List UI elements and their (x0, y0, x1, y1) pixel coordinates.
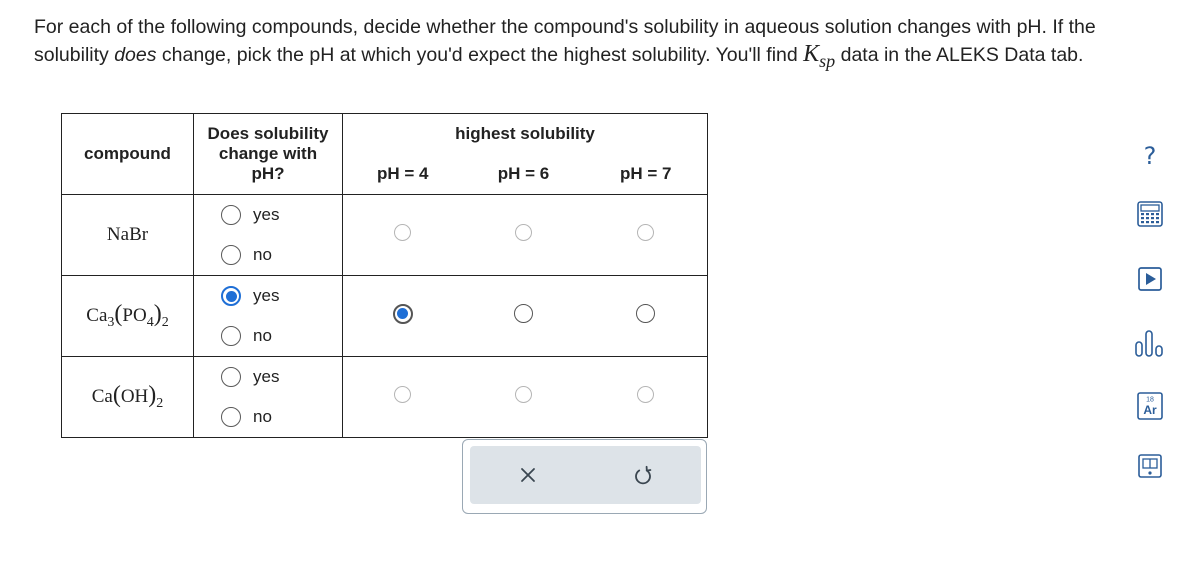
no-radio[interactable] (221, 245, 241, 265)
ph-4-radio-selected[interactable] (393, 304, 413, 324)
x-icon (519, 466, 537, 484)
ksp-symbol: $K_{sp}$ (803, 41, 836, 71)
table-row (62, 357, 708, 438)
ph-6-choice[interactable] (463, 357, 585, 438)
answer-action-bar (462, 439, 707, 514)
help-button[interactable] (1131, 137, 1169, 175)
changes-header: Does solubility change with pH? (194, 114, 343, 195)
compound-calcium-phosphate: $Ca_3(PO_4)_2$ (62, 276, 194, 357)
ph-4-choice[interactable] (343, 357, 463, 438)
ph-4-choice[interactable] (343, 276, 463, 357)
table-row (62, 195, 708, 276)
video-button[interactable] (1131, 260, 1169, 298)
changes-choice (194, 195, 343, 276)
compound-nabr: NaBr (62, 195, 194, 276)
ph-6-header: pH = 6 (463, 154, 585, 195)
chart-button[interactable] (1131, 324, 1169, 362)
ph-6-radio[interactable] (514, 304, 533, 323)
ph-7-choice[interactable] (585, 195, 708, 276)
data-button[interactable] (1131, 447, 1169, 485)
ph-7-choice[interactable] (585, 276, 708, 357)
no-option[interactable]: no (221, 316, 342, 356)
yes-radio[interactable] (221, 205, 241, 225)
ph-7-choice[interactable] (585, 357, 708, 438)
periodic-table-icon (1135, 390, 1165, 422)
clear-button[interactable] (470, 446, 586, 504)
solubility-table (61, 113, 708, 438)
help-icon: ? (1143, 142, 1157, 170)
ph-4-choice[interactable] (343, 195, 463, 276)
action-buttons (470, 446, 701, 504)
undo-button[interactable] (586, 446, 702, 504)
chart-icon (1133, 326, 1167, 360)
ph-7-radio[interactable] (637, 386, 654, 403)
ph-6-choice[interactable] (463, 276, 585, 357)
ph-7-header: pH = 7 (585, 154, 708, 195)
video-icon (1135, 264, 1165, 294)
no-option[interactable]: no (221, 397, 342, 437)
no-radio[interactable] (221, 407, 241, 427)
yes-radio-selected[interactable] (221, 286, 241, 306)
question-line-2: solubility does change, pick the pH at which you'd expect the highest solubility. You'll find $K_{sp}$ data in the ALEKS Data tab. (34, 41, 1084, 71)
ph-4-header: pH = 4 (343, 154, 463, 195)
compound-header: compound (62, 114, 194, 195)
ph-7-radio[interactable] (637, 224, 654, 241)
ph-6-radio[interactable] (515, 386, 532, 403)
ph-4-radio[interactable] (394, 386, 411, 403)
changes-choice (194, 357, 343, 438)
calculator-button[interactable] (1131, 195, 1169, 233)
ph-6-radio[interactable] (515, 224, 532, 241)
yes-option[interactable]: yes (221, 195, 342, 235)
ph-7-radio[interactable] (636, 304, 655, 323)
yes-radio[interactable] (221, 367, 241, 387)
no-option[interactable]: no (221, 235, 342, 275)
svg-text:18: 18 (1146, 396, 1154, 404)
periodic-table-button[interactable] (1131, 387, 1169, 425)
undo-icon (632, 464, 654, 486)
no-radio[interactable] (221, 326, 241, 346)
yes-option[interactable]: yes (221, 276, 342, 316)
highest-solubility-header: highest solubility (343, 114, 708, 155)
question-line-1: For each of the following compounds, decide whether the compound's solubility in aqueous solution changes with pH. If the (34, 16, 1096, 38)
changes-choice (194, 276, 343, 357)
yes-option[interactable]: yes (221, 357, 342, 397)
data-icon (1135, 451, 1165, 481)
svg-text:Ar: Ar (1143, 403, 1157, 417)
ph-4-radio[interactable] (394, 224, 411, 241)
table-row (62, 276, 708, 357)
ph-6-choice[interactable] (463, 195, 585, 276)
question-text (34, 14, 1200, 75)
compound-calcium-hydroxide: $Ca(OH)_2$ (62, 357, 194, 438)
calculator-icon (1135, 199, 1165, 229)
